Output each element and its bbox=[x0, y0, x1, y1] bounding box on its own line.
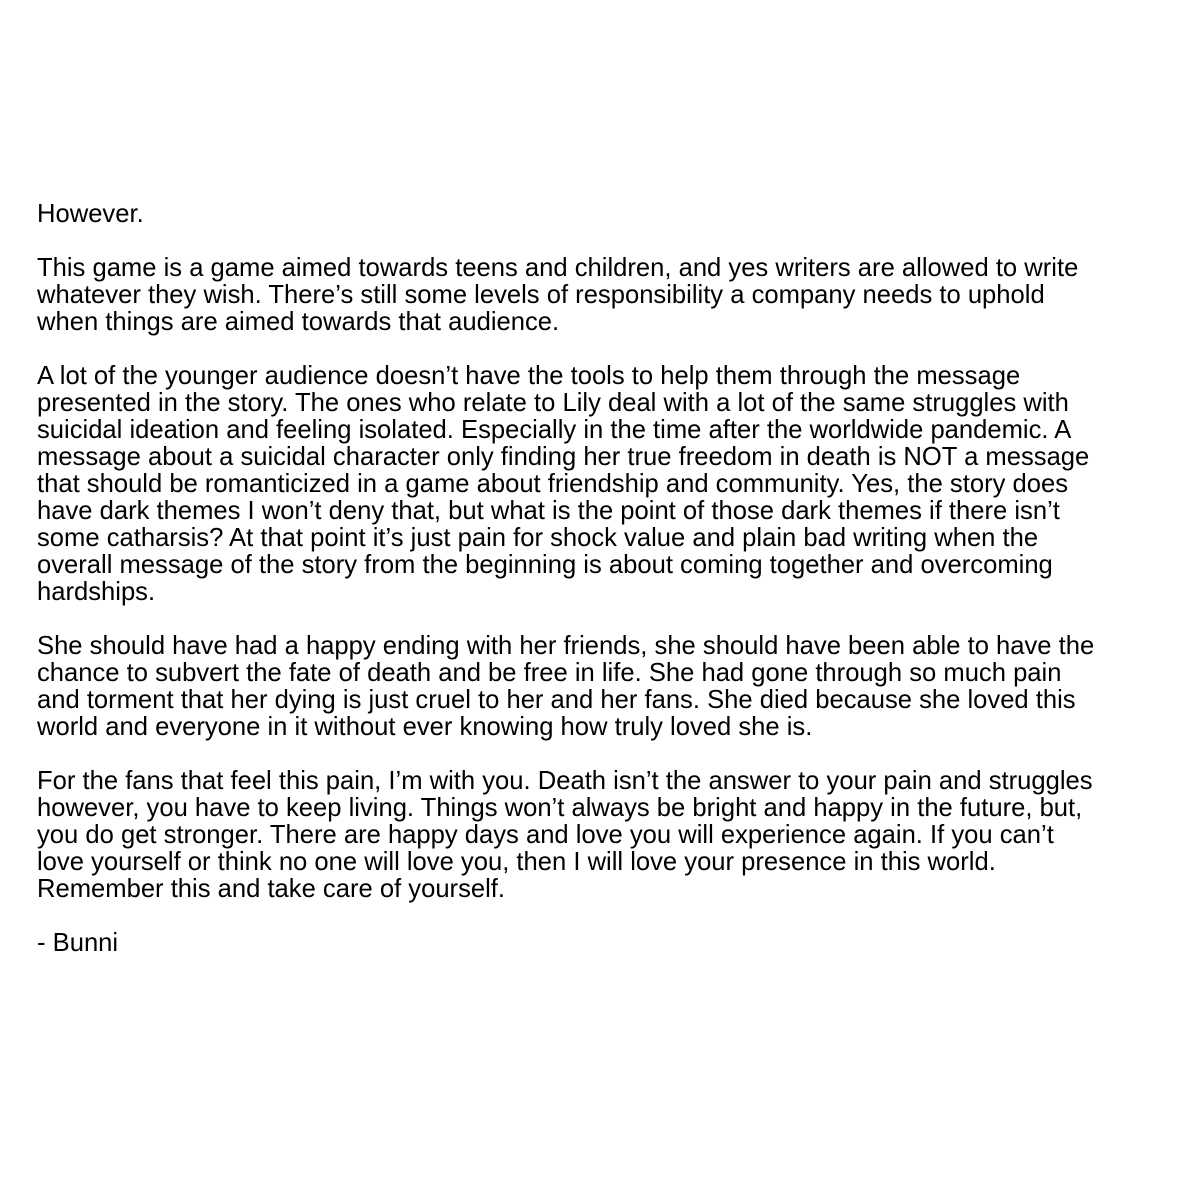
document-body bbox=[37, 201, 1163, 984]
text-line: love yourself or think no one will love you, then I will love your presence in this world. bbox=[37, 848, 996, 876]
text-line: This game is a game aimed towards teens and children, and yes writers are allowed to write bbox=[37, 254, 1079, 282]
text-line: For the fans that feel this pain, I’m with you. Death isn’t the answer to your pain and struggles bbox=[37, 767, 1093, 795]
signature bbox=[37, 930, 1163, 957]
text-line: whatever they wish. There’s still some levels of responsibility a company needs to uphold bbox=[37, 281, 1045, 309]
text-line: however, you have to keep living. Things won’t always be bright and happy in the future, but, bbox=[37, 794, 1083, 822]
paragraph-to-fans bbox=[37, 768, 1163, 903]
text-line: suicidal ideation and feeling isolated. Especially in the time after the worldwide pandemic. A bbox=[37, 416, 1072, 444]
text-line: message about a suicidal character only finding her true freedom in death is NOT a message bbox=[37, 443, 1090, 471]
text-line: when things are aimed towards that audience. bbox=[37, 308, 560, 336]
text-line: you do get stronger. There are happy days and love you will experience again. If you can’t bbox=[37, 821, 1054, 849]
text-line: overall message of the story from the beginning is about coming together and overcoming bbox=[37, 551, 1053, 579]
paragraph-message bbox=[37, 363, 1163, 606]
opening-line bbox=[37, 201, 1163, 228]
text-line: A lot of the younger audience doesn’t have the tools to help them through the message bbox=[37, 362, 1021, 390]
text-line: Remember this and take care of yourself. bbox=[37, 875, 506, 903]
text-line: and torment that her dying is just cruel to her and her fans. She died because she loved this bbox=[37, 686, 1076, 714]
paragraph-audience bbox=[37, 255, 1163, 336]
text-line: some catharsis? At that point it’s just pain for shock value and plain bad writing when the bbox=[37, 524, 1039, 552]
text-line: chance to subvert the fate of death and be free in life. She had gone through so much pain bbox=[37, 659, 1062, 687]
text-line: However. bbox=[37, 200, 144, 228]
signature-text: - Bunni bbox=[37, 929, 119, 957]
text-line: hardships. bbox=[37, 578, 156, 606]
text-line: world and everyone in it without ever knowing how truly loved she is. bbox=[37, 713, 813, 741]
text-line: She should have had a happy ending with her friends, she should have been able to have the bbox=[37, 632, 1095, 660]
text-line: have dark themes I won’t deny that, but what is the point of those dark themes if there isn’t bbox=[37, 497, 1060, 525]
text-line: presented in the story. The ones who relate to Lily deal with a lot of the same struggles with bbox=[37, 389, 1069, 417]
paragraph-happy-ending bbox=[37, 633, 1163, 741]
text-line: that should be romanticized in a game about friendship and community. Yes, the story does bbox=[37, 470, 1068, 498]
